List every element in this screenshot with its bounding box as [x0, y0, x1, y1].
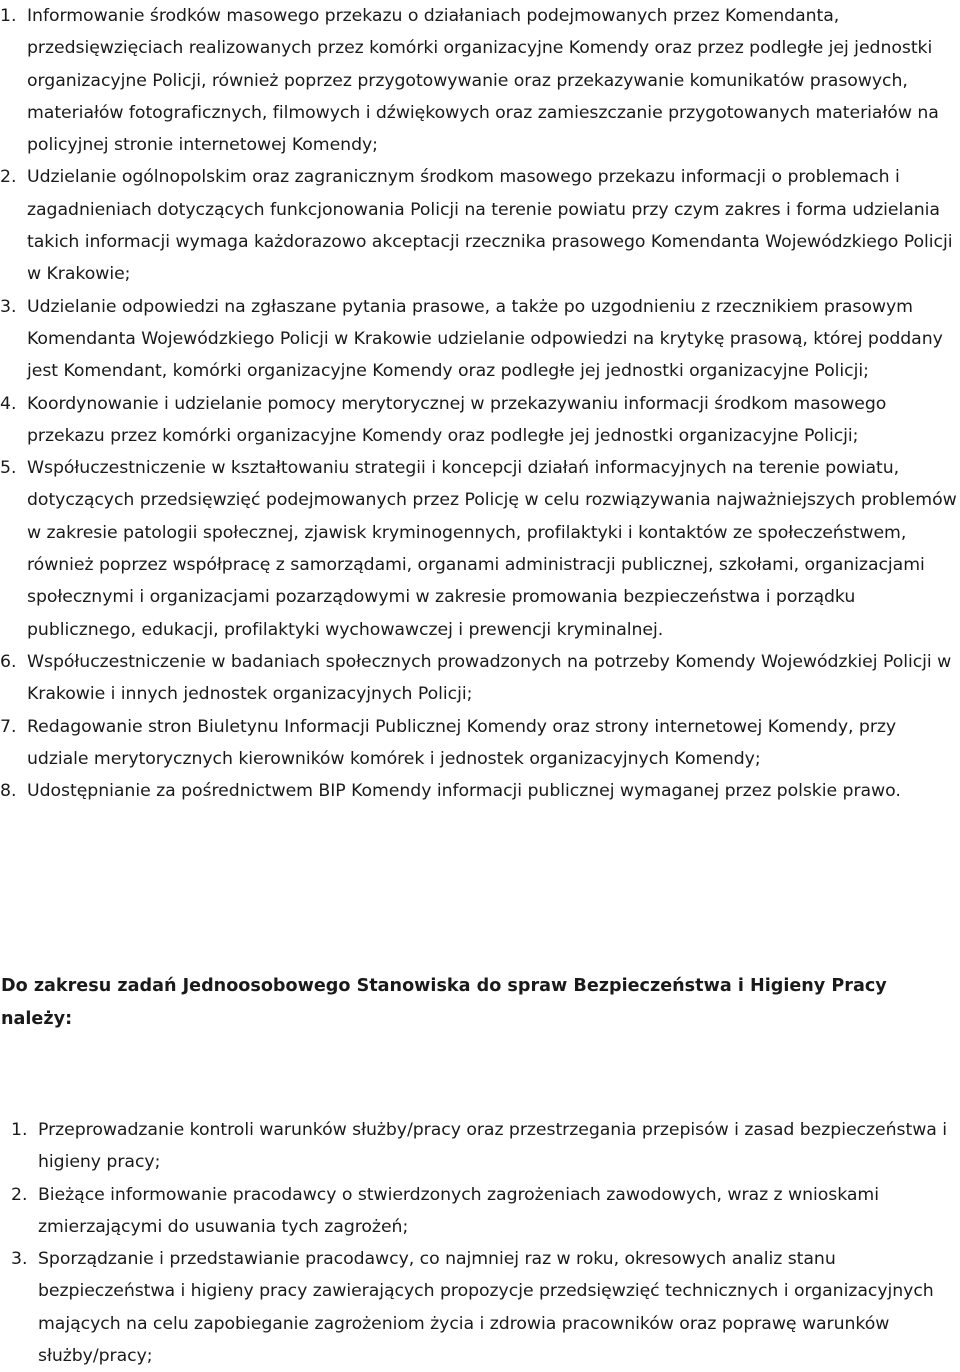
- list-item: [0, 0, 960, 161]
- bhp-tasks-list: [0, 1114, 960, 1372]
- list-item: [0, 775, 960, 807]
- list-item: [0, 1179, 960, 1244]
- item-number: 2.: [11, 1184, 28, 1205]
- section-heading: Do zakresu zadań Jednoosobowego Stanowiska do spraw Bezpieczeństwa i Higieny Pracy należy:: [1, 976, 887, 1029]
- item-text: Współuczestniczenie w kształtowaniu strategii i koncepcji działań informacyjnych na terenie powiatu, dotyczących przedsięwzięć podejmowanych przez Policję w celu rozwiązywania najważniejszych problemów w zakresie patologii społecznej, zjawisk kryminogennych, profilaktyki i kontaktów ze społeczeństwem, również poprzez współpracę z samorządami, organami administracji publicznej, szkołami, organizacjami społecznymi i organizacjami pozarządowymi w zakresie promowania bezpieczeństwa i porządku publicznego, edukacji, profilaktyki wychowawczej i prewencji kryminalnej.: [27, 458, 957, 640]
- item-text: Sporządzanie i przedstawianie pracodawcy, co najmniej raz w roku, okresowych analiz stanu bezpieczeństwa i higieny pracy zawierających propozycje przedsięwzięć technicznych i organizacyjnych mających na celu zapobieganie zagrożeniom życia i zdrowia pracowników oraz poprawę warunków służby/pracy;: [38, 1249, 934, 1367]
- item-number: 4.: [0, 393, 17, 414]
- list-item: [0, 711, 960, 776]
- list-item: [0, 1114, 960, 1179]
- item-number: 3.: [11, 1249, 28, 1270]
- item-text: Bieżące informowanie pracodawcy o stwierdzonych zagrożeniach zawodowych, wraz z wnioskami zmierzającymi do usuwania tych zagrożeń;: [38, 1184, 879, 1237]
- item-number: 1.: [11, 1120, 28, 1140]
- item-text: Przeprowadzanie kontroli warunków służby/pracy oraz przestrzegania przepisów i zasad bezpieczeństwa i higieny pracy;: [38, 1120, 948, 1173]
- list-item: [0, 161, 960, 290]
- list-item: [0, 452, 960, 646]
- item-text: Udostępnianie za pośrednictwem BIP Komendy informacji publicznej wymaganej przez polskie prawo.: [27, 781, 901, 802]
- item-text: Udzielanie odpowiedzi na zgłaszane pytania prasowe, a także po uzgodnieniu z rzecznikiem prasowym Komendanta Wojewódzkiego Policji w Krakowie udzielanie odpowiedzi na krytykę prasową, której poddany jest Komendant, komórki organizacyjne Komendy oraz podległe jej jednostki organizacyjne Policji;: [27, 296, 943, 382]
- item-number: 2.: [0, 167, 17, 188]
- item-text: Udzielanie ogólnopolskim oraz zagranicznym środkom masowego przekazu informacji o problemach i zagadnieniach dotyczących funkcjonowania Policji na terenie powiatu przy czym zakres i forma udzielania takich informacji wymaga każdorazowo akceptacji rzecznika prasowego Komendanta Wojewódzkiego Policji w Krakowie;: [27, 167, 953, 285]
- item-number: 5.: [0, 458, 17, 479]
- item-text: Informowanie środków masowego przekazu o działaniach podejmowanych przez Komendanta, przedsięwzięciach realizowanych przez komórki organizacyjne Komendy oraz przez podległe jej jednostki organizacyjne Policji, również poprzez przygotowywanie oraz przekazywanie komunikatów prasowych, materiałów fotograficznych, filmowych i dźwiękowych oraz zamieszczanie przygotowanych materiałów na policyjnej stronie internetowej Komendy;: [27, 6, 939, 156]
- list-item: [0, 646, 960, 711]
- item-text: Współuczestniczenie w badaniach społecznych prowadzonych na potrzeby Komendy Wojewódzkiej Policji w Krakowie i innych jednostek organizacyjnych Policji;: [27, 651, 952, 705]
- list-item: [0, 291, 960, 388]
- item-number: 6.: [0, 651, 17, 672]
- item-text: Redagowanie stron Biuletynu Informacji Publicznej Komendy oraz strony internetowej Komendy, przy udziale merytorycznych kierowników komórek i jednostek organizacyjnych Komendy;: [27, 716, 897, 769]
- item-number: 7.: [0, 716, 17, 737]
- item-number: 8.: [0, 781, 17, 802]
- item-number: 1.: [0, 6, 17, 26]
- list-item: [0, 388, 960, 453]
- item-number: 3.: [0, 296, 17, 317]
- list-item: [0, 1243, 960, 1372]
- item-text: Koordynowanie i udzielanie pomocy merytorycznej w przekazywaniu informacji środkom masowego przekazu przez komórki organizacyjne Komendy oraz podległe jej jednostki organizacyjne Policji;: [27, 393, 887, 446]
